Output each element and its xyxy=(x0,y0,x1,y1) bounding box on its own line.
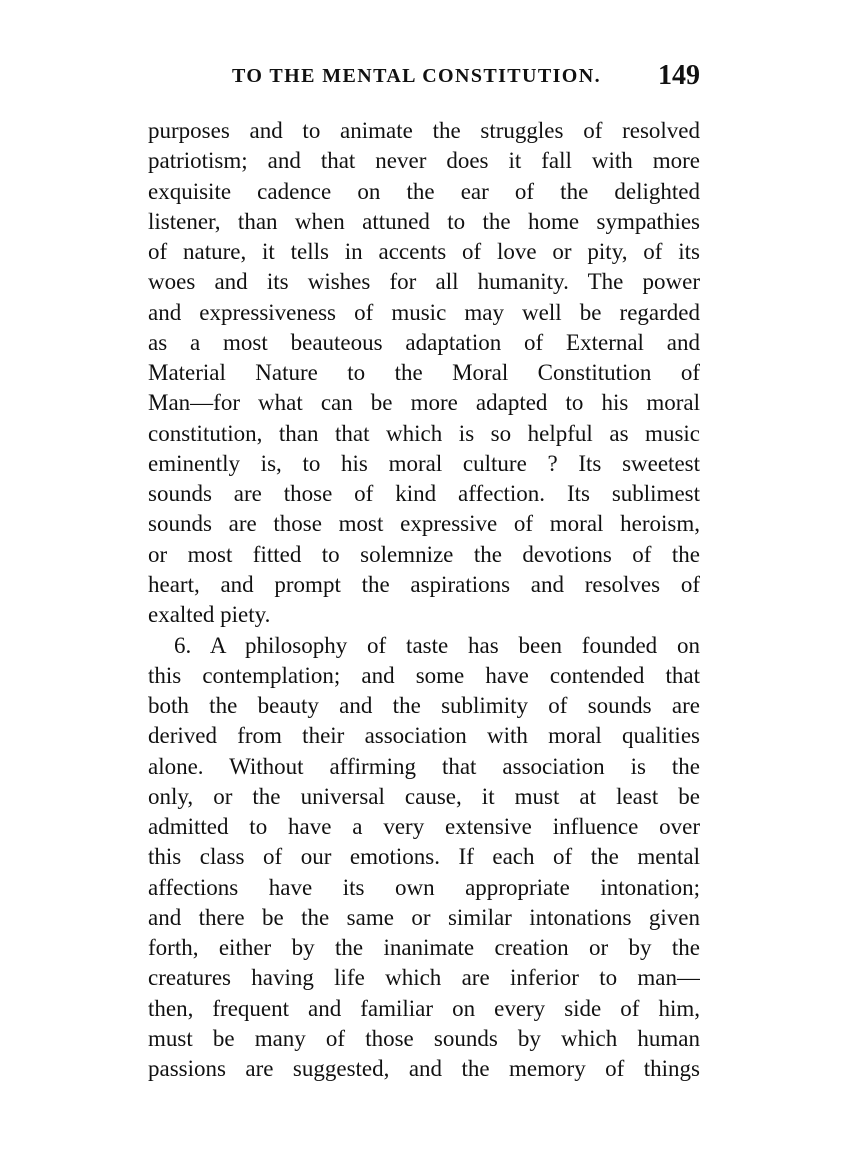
text-line: of nature, it tells in accents of love or pity, of its xyxy=(148,239,700,265)
text-line: derived from their association with moral qualities xyxy=(148,723,700,749)
text-line: exquisite cadence on the ear of the delighted xyxy=(148,178,700,204)
text-line: only, or the universal cause, it must at least be xyxy=(148,783,700,809)
page-header xyxy=(148,60,700,96)
text-line: eminently is, to his moral culture ? Its sweetest xyxy=(148,450,700,476)
text-line: this class of our emotions. If each of the mental xyxy=(148,844,700,870)
text-line: purposes and to animate the struggles of resolved xyxy=(148,118,700,143)
body-text xyxy=(148,116,700,1085)
text-line: heart, and prompt the aspirations and resolves of xyxy=(148,571,700,597)
text-line: this contemplation; and some have contended that xyxy=(148,662,700,688)
text-line: sounds are those most expressive of moral heroism, xyxy=(148,511,700,537)
text-line: as a most beauteous adaptation of External and xyxy=(148,329,700,355)
text-line: or most fitted to solemnize the devotions of the xyxy=(148,541,700,567)
page-number: 149 xyxy=(658,60,700,91)
text-line: woes and its wishes for all humanity. The power xyxy=(148,269,700,295)
text-line: and expressiveness of music may well be regarded xyxy=(148,299,700,325)
text-line: patriotism; and that never does it fall with more xyxy=(148,148,700,174)
text-line: Man—for what can be more adapted to his moral xyxy=(148,390,700,416)
paragraph-end-line: exalted piety. xyxy=(148,602,271,628)
text-line: admitted to have a very extensive influence over xyxy=(148,814,700,840)
text-line: Material Nature to the Moral Constitution of xyxy=(148,360,700,386)
text-line: constitution, than that which is so helpful as music xyxy=(148,420,700,446)
text-line: then, frequent and familiar on every side of him, xyxy=(148,995,700,1021)
text-line: must be many of those sounds by which human xyxy=(148,1025,700,1051)
text-line: creatures having life which are inferior to man— xyxy=(148,965,700,991)
text-line: alone. Without affirming that association is the xyxy=(148,753,700,779)
text-line: sounds are those of kind affection. Its sublimest xyxy=(148,481,700,507)
text-line: and there be the same or similar intonations given xyxy=(148,904,700,930)
running-head: TO THE MENTAL CONSTITUTION. xyxy=(232,65,602,87)
text-line: both the beauty and the sublimity of sounds are xyxy=(148,693,700,719)
text-line: passions are suggested, and the memory of things xyxy=(148,1056,700,1082)
text-line: listener, than when attuned to the home sympathies xyxy=(148,208,700,234)
text-line: affections have its own appropriate intonation; xyxy=(148,874,700,900)
paragraph-start-line: 6. A philosophy of taste has been founded on xyxy=(174,632,700,658)
text-line: forth, either by the inanimate creation or by the xyxy=(148,935,700,961)
